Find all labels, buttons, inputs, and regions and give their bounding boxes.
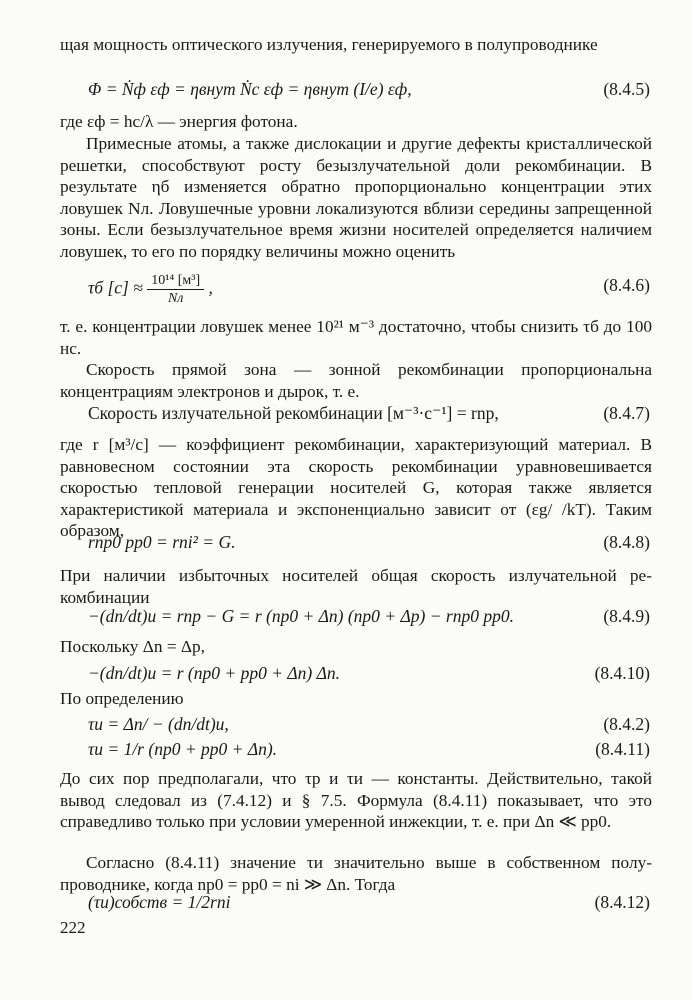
fraction-denominator: Nл — [167, 291, 184, 306]
equation-number: (8.4.5) — [603, 79, 650, 99]
equation-8-4-6 — [88, 272, 650, 306]
paragraph-intrinsic: Согласно (8.4.11) значение τи значительно выше в собственном полупроводнике, когда np0 = pp0 = ni ≫ Δn. Тогда — [60, 853, 652, 894]
equation-rhs: , — [208, 277, 213, 298]
fraction-numerator: 10¹⁴ [м³] — [147, 272, 204, 290]
paragraph-since: Поскольку Δn = Δp, — [60, 637, 205, 656]
equation-formula: −(dn/dt)и = r (np0 + pp0 + Δn) Δn. — [88, 663, 340, 683]
equation-formula: −(dn/dt)и = rnp − G = r (np0 + Δn) (np0 + Δp) − rnp0 pp0. — [88, 606, 514, 626]
paragraph-excess-carriers: При наличии избыточных носителей общая скорость излучательной рекомбинации — [60, 566, 652, 607]
paragraph-photon-energy: где εф = hc/λ — энергия фотона. — [60, 112, 298, 131]
equation-8-4-10 — [88, 660, 650, 686]
paragraph-by-definition: По определению — [60, 689, 184, 708]
equation-8-4-7 — [88, 400, 650, 426]
equation-number: (8.4.9) — [603, 606, 650, 626]
paragraph-constants: До сих пор предполагали, что τp и τи — константы. Действительно, такой вывод следовал из (7.4.12) и § 7.5. Формула (8.4.11) показывает, что это справедливо только при условии умеренной инжекции, т. е. при Δn ≪ pp0. — [60, 769, 652, 831]
equation-formula: Скорость излучательной рекомбинации [м⁻³·с⁻¹] = rnp, — [88, 403, 499, 423]
paragraph-recombination-coefficient: где r [м³/с] — коэффициент рекомбинации, характеризующий материал. В равновесном состоянии эта скорость рекомбинации уравновешивается скоростью тепловой генерации носителей G, которая также является характеристикой материала и экспоненциально зависит от (εg/ /kT). Таким образом, — [60, 435, 652, 540]
equation-lhs: τб [с] ≈ — [88, 277, 143, 298]
page-number: 222 — [60, 918, 86, 937]
equation-number: (8.4.11) — [595, 739, 650, 759]
paragraph-direct-recombination: Скорость прямой зона — зонной рекомбинации пропорциональна концентрациям электронов и дырок, т. е. — [60, 360, 652, 401]
equation-8-4-9 — [88, 603, 650, 629]
paragraph-intro: щая мощность оптического излучения, генерируемого в полупроводнике — [60, 35, 598, 54]
equation-formula — [88, 272, 213, 307]
equation-formula: (τи)собств = 1/2rni — [88, 892, 231, 912]
equation-8-4-5 — [88, 76, 650, 102]
equation-number: (8.4.2) — [603, 714, 650, 734]
paragraph-impurities: Примесные атомы, а также дислокации и другие дефекты кристаллической решетки, способствуют росту безызлучательной доли рекомбинации. В результате ηб изменяется обратно пропорционально концентрации этих ловушек Nл. Ловушечные уровни локализуются вблизи середины запрещенной зоны. Если безызлучательное время жизни носителей определяется наличием ловушек, то его по порядку величины можно оценить — [60, 134, 652, 261]
equation-formula: τи = 1/r (np0 + pp0 + Δn). — [88, 739, 278, 759]
equation-number: (8.4.12) — [594, 892, 650, 912]
equation-8-4-2 — [88, 711, 650, 737]
fraction — [147, 272, 204, 307]
equation-number: (8.4.7) — [603, 403, 650, 423]
equation-8-4-12 — [88, 889, 650, 915]
equation-number: (8.4.8) — [603, 532, 650, 552]
equation-8-4-11 — [88, 736, 650, 762]
equation-formula: τи = Δn/ − (dn/dt)и, — [88, 714, 229, 734]
equation-formula: Φ = Ṅф εф = ηвнут Ṅc εф = ηвнут (I/e) εф, — [88, 79, 412, 99]
equation-number: (8.4.6) — [603, 275, 650, 295]
equation-8-4-8 — [88, 529, 650, 555]
equation-formula: rnp0 pp0 = rni² = G. — [88, 532, 236, 552]
equation-number: (8.4.10) — [594, 663, 650, 683]
paragraph-trap-concentration: т. е. концентрации ловушек менее 10²¹ м⁻³ достаточно, чтобы снизить τб до 100 нс. — [60, 317, 652, 358]
